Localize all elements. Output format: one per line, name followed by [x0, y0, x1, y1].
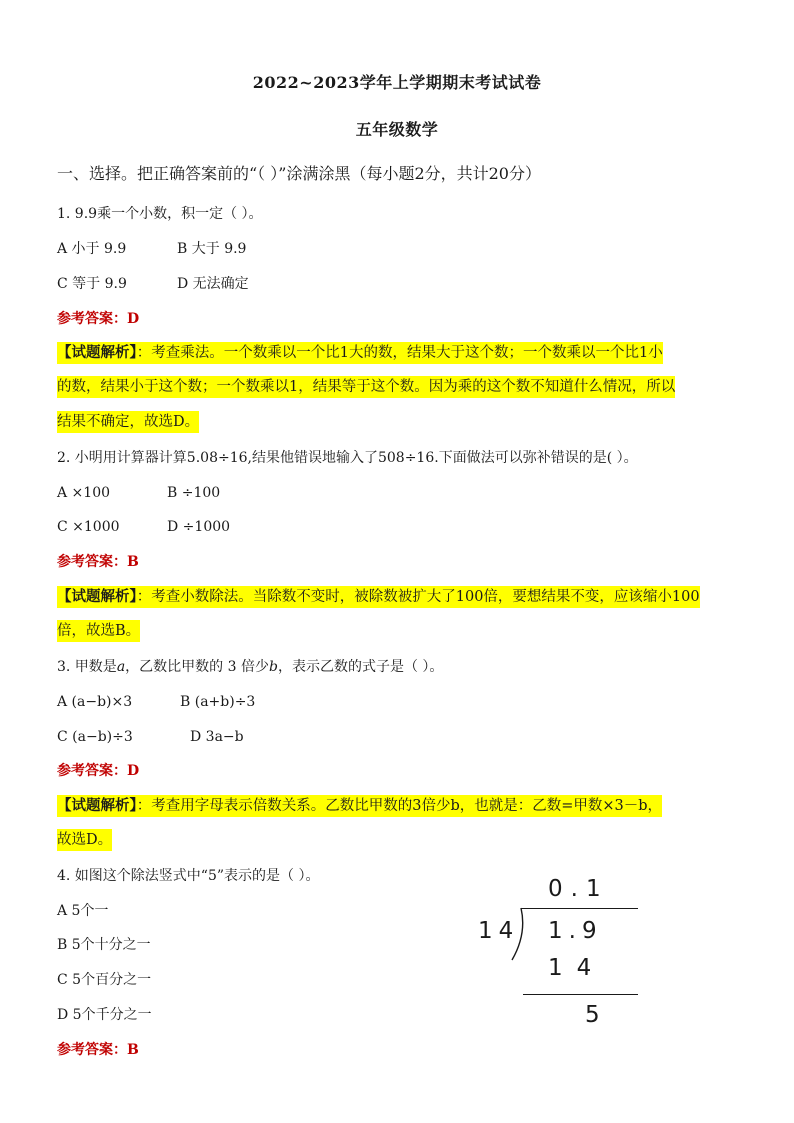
option-a[interactable]: A ×100: [57, 485, 111, 501]
option-a[interactable]: A 小于 9.9: [57, 241, 127, 257]
option-c[interactable]: C (a−b)÷3: [57, 729, 133, 745]
question-1-answer: 参考答案：D: [57, 311, 140, 327]
question-3-analysis-line1: 【试题解析】：考查用字母表示倍数关系。乙数比甲数的3倍少b，也就是：乙数=甲数×3－b，: [57, 796, 662, 816]
option-a[interactable]: A (a−b)×3: [57, 694, 133, 710]
option-d[interactable]: D 3a−b: [190, 729, 244, 745]
analysis-tag: 【试题解析】: [57, 588, 137, 605]
division-quotient: 0.1: [548, 876, 609, 902]
division-remainder: 5: [585, 1002, 600, 1028]
option-c[interactable]: C 5个百分之一: [57, 972, 152, 988]
question-2-options-row1: [57, 483, 220, 503]
question-3-analysis-line2: 故选D。: [57, 830, 112, 850]
division-product: 14: [548, 955, 606, 981]
question-3-options-row2: [57, 727, 244, 747]
option-d[interactable]: D 5个千分之一: [57, 1007, 152, 1023]
question-4-answer: 参考答案：B: [57, 1042, 139, 1058]
question-2-answer: 参考答案：B: [57, 554, 139, 570]
question-1-analysis-line3: 结果不确定，故选D。: [57, 412, 199, 432]
option-c[interactable]: C 等于 9.9: [57, 276, 127, 292]
question-3-answer: 参考答案：D: [57, 763, 140, 779]
option-d[interactable]: D 无法确定: [177, 276, 249, 292]
option-d[interactable]: D ÷1000: [167, 519, 231, 535]
section-heading: 一、选择。把正确答案前的“（ ）”涂满涂黑（每小题2分，共计20分）: [57, 164, 541, 183]
question-1-analysis-line1: 【试题解析】：考查乘法。一个数乘以一个比1大的数，结果大于这个数；一个数乘以一个比1小: [57, 343, 663, 363]
exam-subject: 五年级数学: [355, 120, 439, 139]
question-1-stem: 1. 9.9乘一个小数，积一定（ ）。: [57, 206, 263, 222]
variable-a: a: [116, 659, 126, 675]
question-1-analysis-line2: 的数，结果小于这个数；一个数乘以1，结果等于这个数。因为乘的这个数不知道什么情况，所以: [57, 377, 675, 397]
option-b[interactable]: B 大于 9.9: [177, 241, 247, 257]
question-1-options-row1: [57, 239, 246, 259]
option-a[interactable]: A 5个一: [57, 903, 109, 919]
question-2-stem: 2. 小明用计算器计算5.08÷16,结果他错误地输入了508÷16.下面做法可以弥补错误的是( ）。: [57, 450, 638, 466]
question-2-analysis-line1: 【试题解析】：考查小数除法。当除数不变时，被除数被扩大了100倍，要想结果不变，应该缩小100: [57, 587, 700, 607]
question-4-stem: 4. 如图这个除法竖式中“5”表示的是（ ）。: [57, 868, 320, 884]
option-c[interactable]: C ×1000: [57, 519, 120, 535]
analysis-tag: 【试题解析】: [57, 344, 137, 361]
option-b[interactable]: B ÷100: [167, 485, 221, 501]
question-3-stem: 3. 甲数是a，乙数比甲数的 3 倍少b，表示乙数的式子是（ ）。: [57, 659, 444, 675]
question-2-options-row2: [57, 517, 230, 537]
division-subtract-line: [523, 994, 638, 995]
option-b[interactable]: B 5个十分之一: [57, 937, 151, 953]
option-b[interactable]: B (a+b)÷3: [180, 694, 256, 710]
question-3-options-row1: [57, 692, 255, 712]
question-1-options-row2: [57, 274, 249, 294]
question-2-analysis-line2: 倍，故选B。: [57, 621, 140, 641]
division-bar: [521, 908, 638, 909]
variable-b: b: [268, 659, 278, 675]
division-divisor: 14: [478, 918, 520, 944]
division-dividend: 1.9: [548, 918, 603, 944]
exam-title: 2022~2023学年上学期期末考试试卷: [252, 73, 542, 92]
analysis-tag: 【试题解析】: [57, 797, 137, 814]
